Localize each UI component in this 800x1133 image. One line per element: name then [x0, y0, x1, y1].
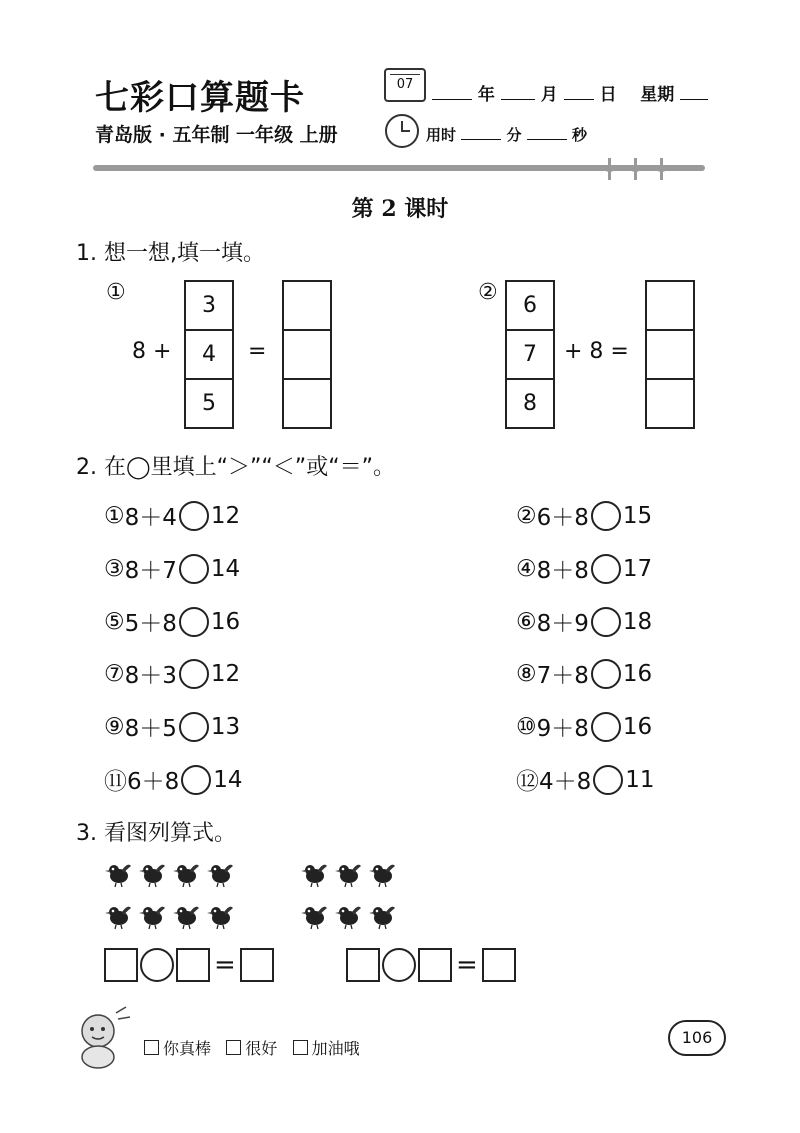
compare-item: ⑧ 7＋8 16: [516, 660, 653, 689]
divider-ornament: [660, 158, 663, 180]
bird-group-right: [300, 856, 420, 940]
q1-part1-marker: ①: [106, 280, 126, 305]
equation-box[interactable]: [240, 948, 274, 982]
divider-ornament: [634, 158, 637, 180]
bird-icon: [300, 900, 330, 934]
compare-circle[interactable]: [593, 765, 623, 795]
compare-circle[interactable]: [181, 765, 211, 795]
bird-icon: [172, 858, 202, 892]
praise-options: 你真棒 很好 加油哦: [144, 1036, 360, 1059]
bird-icon: [138, 858, 168, 892]
bird-group-left: [104, 856, 254, 940]
praise-checkbox[interactable]: [144, 1040, 159, 1055]
compare-item: ⑥ 8＋9 18: [516, 608, 653, 637]
edition-label: 青岛版 · 五年制 一年级 上册: [95, 124, 338, 146]
weekday-blank[interactable]: [680, 85, 708, 100]
addend-cell: 8: [523, 391, 537, 416]
addend-cell: 3: [186, 282, 232, 331]
compare-circle[interactable]: [179, 501, 209, 531]
equation-box[interactable]: [482, 948, 516, 982]
compare-circle[interactable]: [179, 712, 209, 742]
answer-cell[interactable]: [647, 282, 693, 331]
bird-icon: [138, 900, 168, 934]
addend-cell: 4: [186, 331, 232, 380]
compare-item: ⑨ 8＋5 13: [104, 713, 241, 742]
equation-row-right: =: [346, 948, 516, 982]
clock-icon: [385, 114, 419, 148]
compare-circle[interactable]: [179, 554, 209, 584]
bird-icon: [104, 900, 134, 934]
compare-circle[interactable]: [591, 607, 621, 637]
compare-item: ⑩ 9＋8 16: [516, 713, 653, 742]
bird-icon: [206, 858, 236, 892]
answer-cell[interactable]: [284, 282, 330, 331]
minutes-blank[interactable]: [461, 125, 501, 140]
q3-title: 3. 看图列算式。: [76, 821, 236, 846]
time-fields: 用时 分 秒: [426, 126, 587, 144]
compare-item: ③ 8＋7 14: [104, 555, 241, 584]
compare-circle[interactable]: [591, 712, 621, 742]
lesson-title: 第 2 课时: [351, 196, 449, 222]
operator-circle[interactable]: [140, 948, 174, 982]
q1-part1-prefix: 8 +: [132, 339, 172, 364]
compare-circle[interactable]: [179, 659, 209, 689]
answer-cell[interactable]: [284, 380, 330, 427]
q2-title: 2. 在◯里填上“＞”“＜”或“＝”。: [76, 455, 395, 480]
equation-box[interactable]: [176, 948, 210, 982]
compare-item: ② 6＋8 15: [516, 502, 653, 531]
calendar-icon: 07: [384, 68, 426, 102]
day-blank[interactable]: [564, 85, 594, 100]
date-fields: 年 月 日 星期: [432, 80, 708, 105]
addend-cell: 6: [507, 282, 553, 331]
addend-cell: 5: [202, 391, 216, 416]
mascot-icon: [68, 1005, 134, 1071]
q1-part1-equals: =: [248, 339, 267, 364]
answer-cell[interactable]: [284, 331, 330, 380]
q1-part2-answer-column: [645, 280, 695, 429]
year-blank[interactable]: [432, 85, 472, 100]
compare-item: ④ 8＋8 17: [516, 555, 653, 584]
brand-title: 七彩口算题卡: [95, 78, 305, 118]
page-number: 106: [668, 1020, 726, 1056]
bird-icon: [368, 900, 398, 934]
compare-item: ⑦ 8＋3 12: [104, 660, 241, 689]
bird-icon: [172, 900, 202, 934]
q1-part1-addend-column: [184, 280, 234, 429]
q1-part2-marker: ②: [478, 280, 498, 305]
bird-icon: [206, 900, 236, 934]
compare-item: ⑤ 5＋8 16: [104, 608, 241, 637]
compare-circle[interactable]: [179, 607, 209, 637]
q1-title: 1. 想一想,填一填。: [76, 241, 265, 266]
bird-icon: [300, 858, 330, 892]
bird-icon: [334, 900, 364, 934]
praise-checkbox[interactable]: [293, 1040, 308, 1055]
compare-item: ① 8＋4 12: [104, 502, 241, 531]
compare-item: ⑪ 6＋8 14: [104, 766, 243, 795]
compare-item: ⑫ 4＋8 11: [516, 766, 655, 795]
q1-part2-addend-column: [505, 280, 555, 429]
q1-part1-answer-column: [282, 280, 332, 429]
operator-circle[interactable]: [382, 948, 416, 982]
answer-cell[interactable]: [647, 331, 693, 380]
equation-box[interactable]: [346, 948, 380, 982]
bird-icon: [334, 858, 364, 892]
answer-cell[interactable]: [647, 380, 693, 427]
praise-checkbox[interactable]: [226, 1040, 241, 1055]
seconds-blank[interactable]: [527, 125, 567, 140]
equation-row-left: =: [104, 948, 274, 982]
bird-icon: [104, 858, 134, 892]
addend-cell: 7: [507, 331, 553, 380]
compare-circle[interactable]: [591, 501, 621, 531]
bird-icon: [368, 858, 398, 892]
equation-box[interactable]: [418, 948, 452, 982]
compare-circle[interactable]: [591, 554, 621, 584]
month-blank[interactable]: [501, 85, 535, 100]
q1-part2-suffix: + 8 =: [564, 339, 629, 364]
compare-circle[interactable]: [591, 659, 621, 689]
divider-ornament: [608, 158, 611, 180]
equation-box[interactable]: [104, 948, 138, 982]
